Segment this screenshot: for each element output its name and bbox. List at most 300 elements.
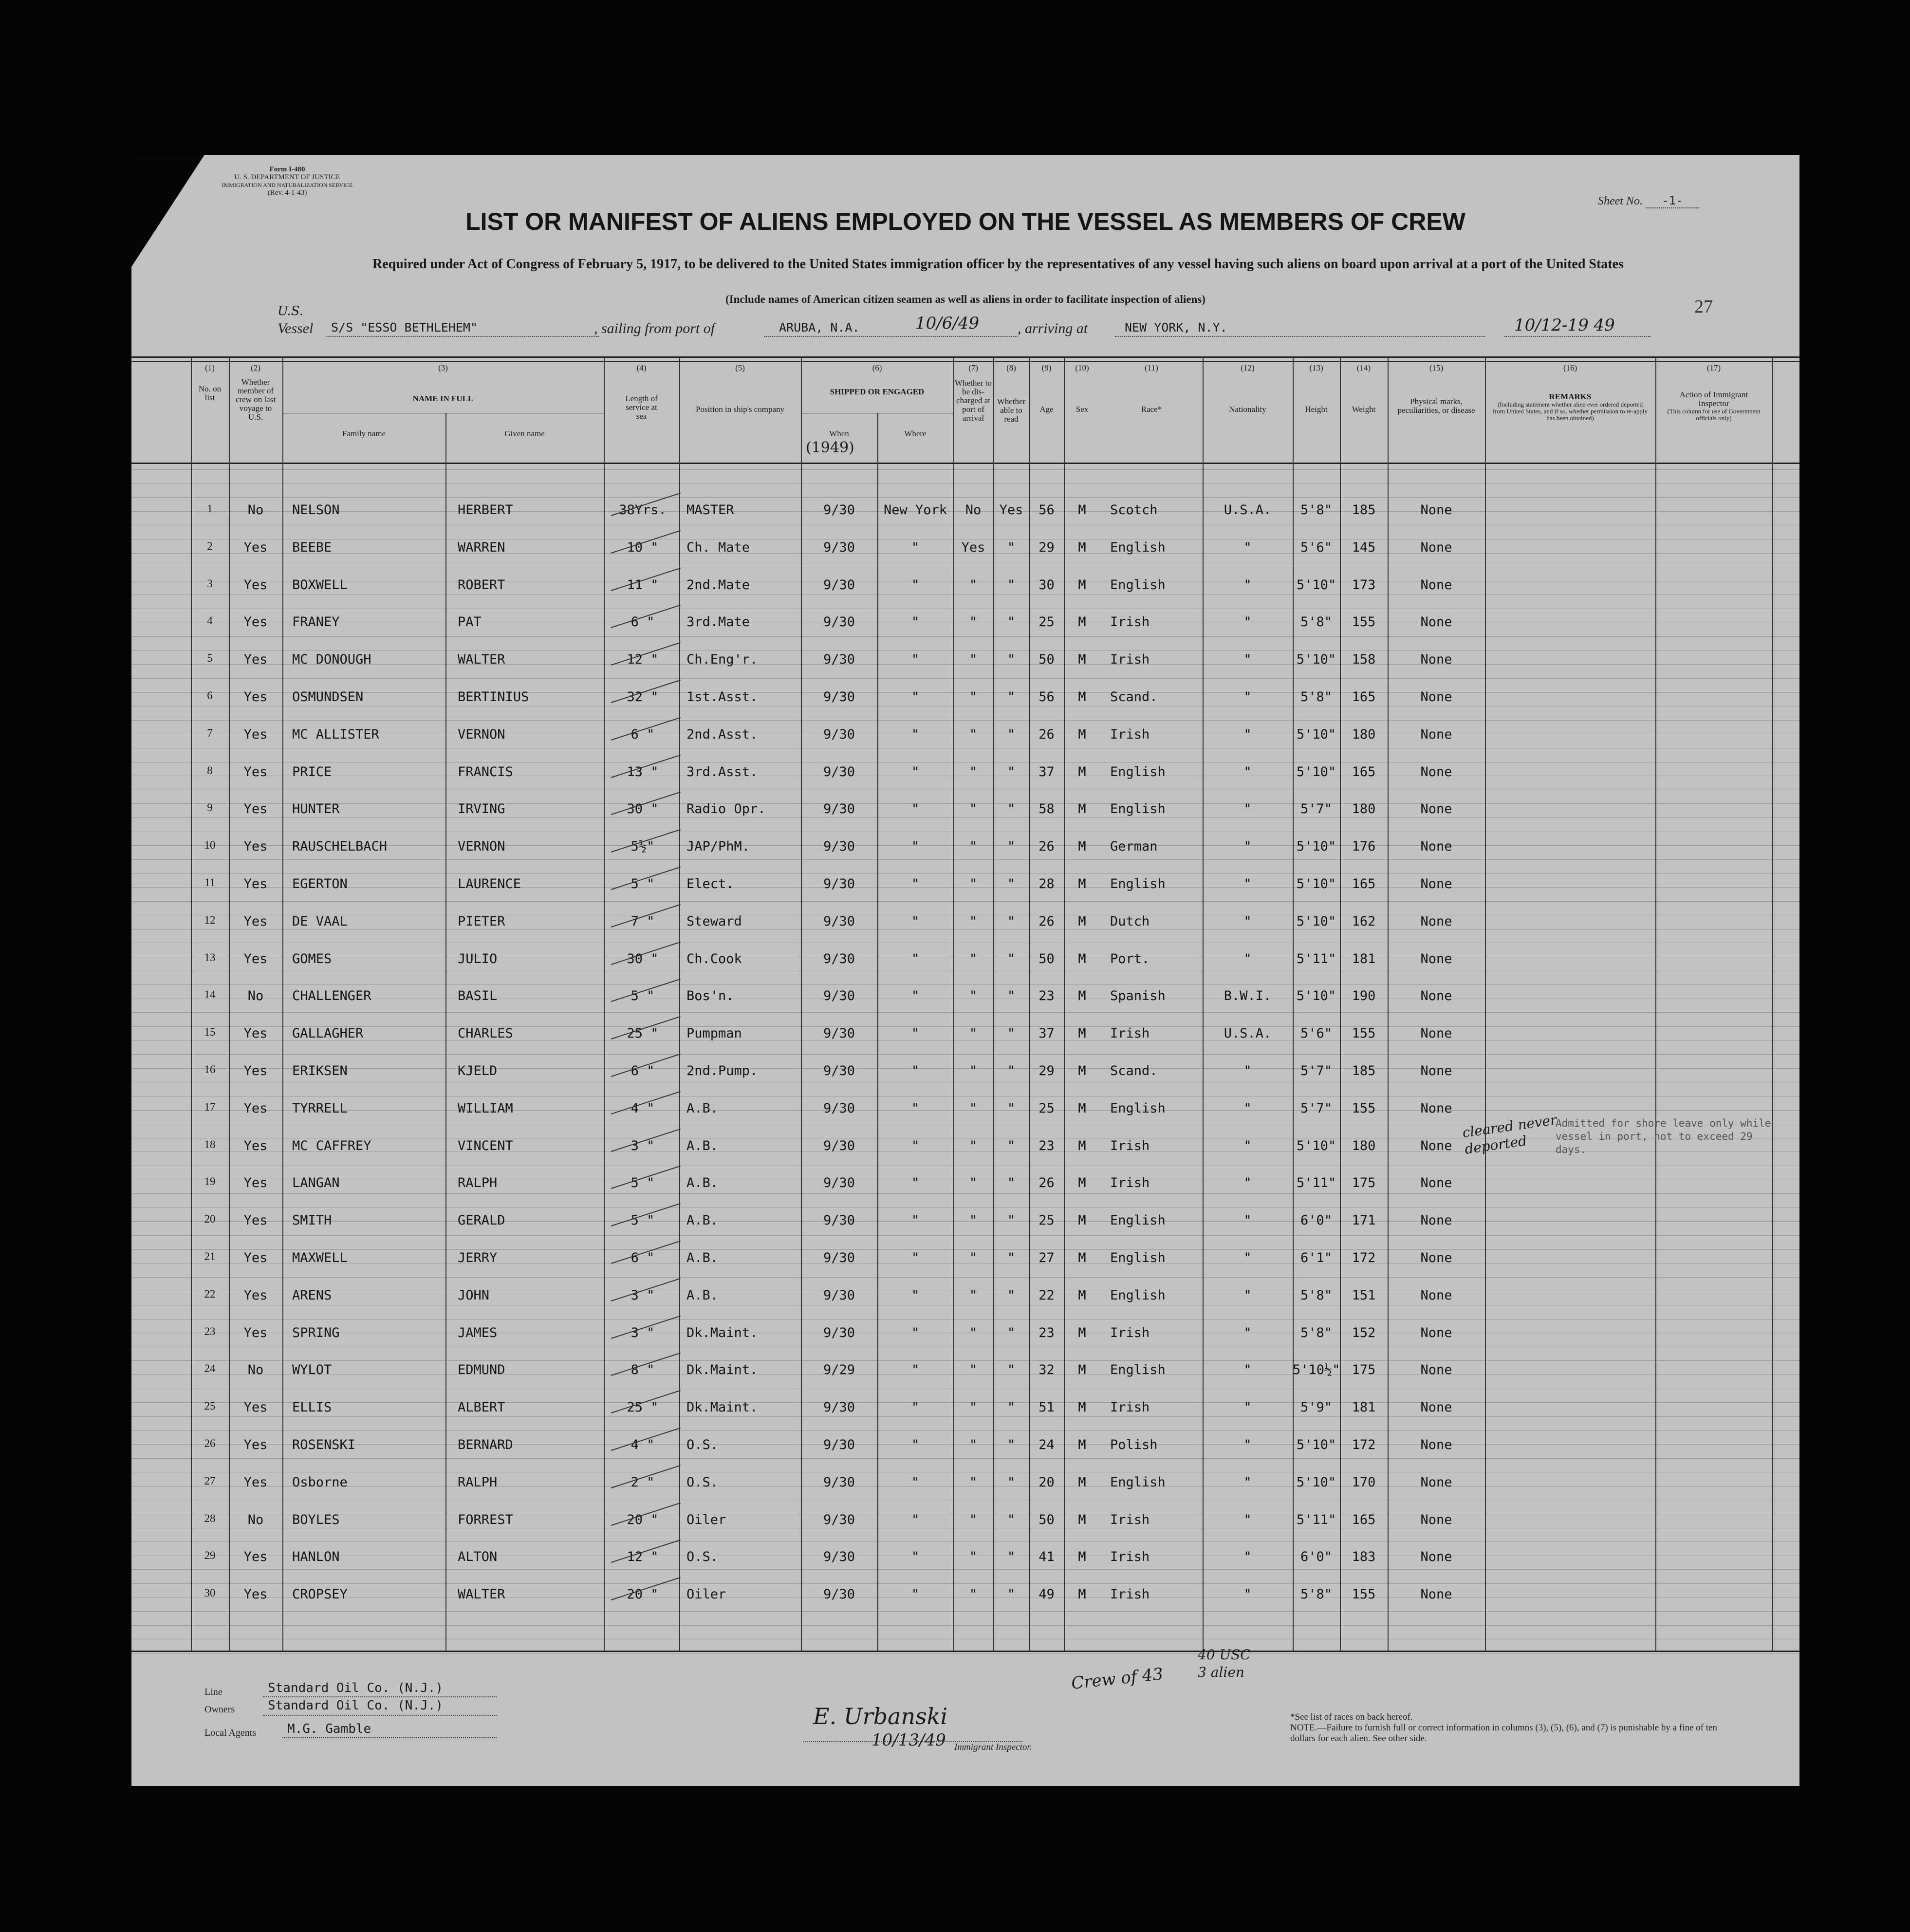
cell-given: BERTINIUS [458, 689, 529, 705]
cell-where: " [911, 689, 920, 705]
cell-nat: " [1243, 1138, 1252, 1153]
inspector-signature: E. Urbanski [813, 1703, 948, 1729]
cell-given: IRVING [458, 801, 505, 817]
cell-position: Bos'n. [686, 988, 734, 1004]
cell-race: Scand. [1110, 689, 1158, 705]
cell-position: Radio Opr. [686, 801, 766, 817]
cell-last: Yes [243, 1587, 268, 1602]
table-row [131, 1393, 1799, 1430]
cell-family: BEEBE [292, 539, 332, 555]
cell-given: WALTER [458, 652, 505, 668]
col-label: Physical marks, peculiarities, or disease [1397, 397, 1475, 415]
cell-disch: " [969, 1474, 978, 1490]
cell-race: Irish [1110, 1026, 1150, 1041]
cell-weight: 152 [1352, 1325, 1376, 1340]
cell-sex: M [1078, 764, 1086, 780]
cell-age: 56 [1038, 502, 1055, 518]
service-name: IMMIGRATION AND NATURALIZATION SERVICE [222, 182, 353, 188]
cell-age: 23 [1038, 1138, 1055, 1153]
agents-value: M.G. Gamble [287, 1722, 371, 1736]
cell-marks: None [1420, 1400, 1452, 1415]
cell-where: " [911, 1549, 920, 1565]
cell-given: ALBERT [458, 1400, 505, 1415]
vessel-name: S/S "ESSO BETHLEHEM" [331, 320, 478, 334]
table-top-rule-2 [131, 361, 1799, 362]
cell-disch: " [969, 1213, 978, 1228]
cell-age: 25 [1038, 1100, 1055, 1116]
cell-race: Irish [1110, 1325, 1150, 1340]
cell-age: 37 [1038, 764, 1055, 780]
cell-given: VINCENT [458, 1138, 513, 1153]
cell-where: " [911, 1437, 920, 1452]
table-row [131, 758, 1799, 795]
cell-weight: 155 [1352, 1587, 1376, 1602]
cell-weight: 181 [1352, 951, 1376, 966]
inspector-label: Immigrant Inspector. [954, 1742, 1032, 1752]
cell-service: 12 " [627, 652, 659, 668]
cell-last: Yes [243, 689, 268, 705]
cell-sex: M [1078, 1287, 1086, 1303]
cell-where: " [911, 1100, 920, 1116]
cell-service: 32 " [627, 689, 659, 705]
cell-position: A.B. [686, 1287, 719, 1303]
cell-service: 6 " [630, 1063, 655, 1078]
col-num: (3) [438, 363, 448, 372]
cell-weight: 172 [1352, 1250, 1376, 1265]
col-15-header [1388, 363, 1485, 415]
cell-read: " [1007, 1175, 1016, 1191]
manifest-sheet [131, 155, 1799, 1786]
cell-given: GERALD [458, 1213, 505, 1228]
cell-family: HUNTER [292, 801, 340, 817]
revision: (Rev. 4-1-43) [267, 189, 307, 197]
cell-marks: None [1420, 652, 1452, 668]
cell-sex: M [1078, 1063, 1086, 1078]
cell-family: TYRRELL [292, 1100, 348, 1116]
col-9-header [1029, 363, 1064, 414]
cell-sex: M [1078, 726, 1086, 742]
cell-last: Yes [243, 1474, 268, 1490]
cell-no: 1 [207, 502, 213, 515]
cell-service: 2 " [630, 1474, 655, 1490]
cell-given: ALTON [458, 1549, 498, 1565]
vessel-rule [326, 336, 599, 337]
cell-marks: None [1420, 1474, 1452, 1490]
cell-race: English [1110, 539, 1166, 555]
table-row [131, 720, 1799, 757]
cell-no: 12 [204, 913, 216, 926]
cell-age: 23 [1038, 1325, 1055, 1340]
cell-race: Irish [1110, 1138, 1150, 1153]
cell-race: English [1110, 1474, 1166, 1490]
cell-height: 5'7" [1300, 1063, 1333, 1078]
cell-race: Irish [1110, 1549, 1150, 1565]
cell-nat: " [1243, 1250, 1252, 1265]
cell-age: 26 [1038, 1175, 1055, 1191]
cell-when: 9/30 [823, 577, 855, 593]
cell-when: 9/30 [823, 652, 855, 668]
cell-where: " [911, 1400, 920, 1415]
port-rule [764, 336, 1018, 337]
col-num: (15) [1429, 363, 1444, 372]
cell-race: Irish [1110, 614, 1150, 630]
cell-nat: " [1243, 652, 1252, 668]
cell-disch: " [969, 614, 978, 630]
table-row [131, 1206, 1799, 1243]
cell-height: 5'10½" [1293, 1362, 1340, 1378]
cell-sex: M [1078, 577, 1086, 593]
table-row [131, 870, 1799, 907]
cell-no: 8 [207, 764, 213, 777]
cell-position: 1st.Asst. [686, 689, 758, 705]
cell-where: " [911, 764, 920, 780]
cell-no: 4 [207, 614, 213, 627]
col-label: Length of service at sea [625, 394, 658, 421]
col-2-header [229, 363, 282, 422]
cell-given: JERRY [458, 1250, 498, 1265]
cell-disch: " [969, 951, 978, 966]
cell-given: WALTER [458, 1587, 505, 1602]
cell-nat: " [1243, 1175, 1252, 1191]
cell-marks: None [1420, 1175, 1452, 1191]
line-label: Line [204, 1687, 223, 1697]
cell-nat: " [1243, 801, 1252, 817]
cell-service: 6 " [630, 726, 655, 742]
col-6-header [801, 363, 953, 396]
col-label: Sex [1076, 405, 1089, 414]
cell-weight: 185 [1352, 502, 1376, 518]
sheet-number [1598, 194, 1699, 208]
cell-position: A.B. [686, 1100, 719, 1116]
cell-marks: None [1420, 1138, 1452, 1153]
cell-given: JOHN [458, 1287, 490, 1303]
cell-family: GALLAGHER [292, 1026, 364, 1041]
cell-where: " [911, 951, 920, 966]
cell-when: 9/30 [823, 1250, 855, 1265]
cell-marks: None [1420, 1437, 1452, 1452]
cell-age: 56 [1038, 689, 1055, 705]
col-1-header [191, 363, 229, 402]
col-16-header [1485, 363, 1655, 422]
cell-position: MASTER [686, 502, 734, 518]
cell-where: " [911, 1213, 920, 1228]
cell-sex: M [1078, 1400, 1086, 1415]
cell-marks: None [1420, 1362, 1452, 1378]
cell-nat: " [1243, 614, 1252, 630]
cell-disch: " [969, 726, 978, 742]
cell-nat: " [1243, 577, 1252, 593]
cell-service: 38Yrs. [619, 502, 667, 518]
line-value: Standard Oil Co. (N.J.) [268, 1681, 444, 1695]
table-row [131, 1505, 1799, 1542]
cell-family: SPRING [292, 1325, 340, 1340]
cell-read: " [1007, 801, 1016, 817]
cell-height: 5'9" [1300, 1400, 1333, 1415]
cell-disch: " [969, 1549, 978, 1565]
col-label: Action of Immigrant Inspector [1679, 390, 1748, 408]
cell-sex: M [1078, 913, 1086, 929]
cell-weight: 165 [1352, 689, 1376, 705]
cell-race: Irish [1110, 1587, 1150, 1602]
cell-position: 3rd.Asst. [686, 764, 758, 780]
cell-family: LANGAN [292, 1175, 340, 1191]
cell-family: MC CAFFREY [292, 1138, 371, 1153]
sailing-date: 10/6/49 [915, 314, 980, 333]
cell-service: 20 " [627, 1587, 659, 1602]
cell-last: Yes [243, 876, 268, 892]
remarks-handwritten: cleared never deported [1461, 1112, 1558, 1157]
cell-family: FRANEY [292, 614, 340, 630]
cell-no: 17 [204, 1100, 216, 1113]
cell-marks: None [1420, 1549, 1452, 1565]
ruled-line [131, 469, 1799, 470]
cell-given: PAT [458, 614, 482, 630]
col-label: Age [1039, 405, 1054, 414]
cell-last: Yes [243, 1287, 268, 1303]
cell-given: VERNON [458, 839, 505, 855]
cell-nat: U.S.A. [1224, 502, 1272, 518]
cell-weight: 176 [1352, 839, 1376, 855]
cell-disch: " [969, 764, 978, 780]
cell-where: " [911, 1063, 920, 1078]
cell-given: VERNON [458, 726, 505, 742]
cell-position: JAP/PhM. [686, 839, 750, 855]
cell-given: CHARLES [458, 1026, 513, 1041]
cell-marks: None [1420, 801, 1452, 817]
cell-where: " [911, 801, 920, 817]
cell-disch: " [969, 1325, 978, 1340]
cell-disch: " [969, 1250, 978, 1265]
cell-no: 30 [204, 1587, 216, 1599]
cell-no: 18 [204, 1138, 216, 1151]
cell-disch: " [969, 1026, 978, 1041]
cell-given: RALPH [458, 1474, 498, 1490]
cell-read: " [1007, 1400, 1016, 1415]
cell-when: 9/30 [823, 876, 855, 892]
cell-marks: None [1420, 951, 1452, 966]
cell-family: ELLIS [292, 1400, 332, 1415]
cell-sex: M [1078, 876, 1086, 892]
cell-weight: 183 [1352, 1549, 1376, 1565]
owners-value: Standard Oil Co. (N.J.) [268, 1698, 444, 1713]
table-row [131, 832, 1799, 869]
cell-where: " [911, 1587, 920, 1602]
cell-position: 2nd.Asst. [686, 726, 758, 742]
cell-given: BASIL [458, 988, 498, 1004]
cell-service: 5 " [630, 988, 655, 1004]
cell-read: " [1007, 726, 1016, 742]
races-note: *See list of races on back hereof. [1290, 1712, 1413, 1722]
cell-read: " [1007, 1474, 1016, 1490]
col-label: SHIPPED OR ENGAGED [830, 387, 925, 396]
cell-height: 5'8" [1300, 689, 1333, 705]
cell-no: 13 [204, 951, 216, 964]
cell-height: 6'0" [1300, 1213, 1333, 1228]
cell-age: 29 [1038, 539, 1055, 555]
cell-last: Yes [243, 1437, 268, 1452]
cell-disch: " [969, 1400, 978, 1415]
crew-table [131, 356, 1799, 1651]
cell-race: Irish [1110, 652, 1150, 668]
cell-age: 32 [1038, 1362, 1055, 1378]
table-bottom-rule [131, 1651, 1799, 1652]
cell-marks: None [1420, 913, 1452, 929]
cell-given: LAURENCE [458, 876, 521, 892]
cell-read: " [1007, 577, 1016, 593]
cell-last: Yes [243, 1400, 268, 1415]
cell-family: ROSENSKI [292, 1437, 356, 1452]
sheet-label: Sheet No. [1598, 195, 1643, 207]
cell-given: JULIO [458, 951, 498, 966]
cell-height: 5'10" [1296, 726, 1336, 742]
cell-when: 9/30 [823, 689, 855, 705]
cell-position: Oiler [686, 1512, 726, 1527]
cell-service: 5½" [630, 839, 655, 855]
cell-height: 5'8" [1300, 614, 1333, 630]
cell-age: 51 [1038, 1400, 1055, 1415]
cell-race: Irish [1110, 726, 1150, 742]
cell-last: Yes [243, 1250, 268, 1265]
cell-where: " [911, 539, 920, 555]
cell-no: 16 [204, 1063, 216, 1076]
col-label: REMARKS [1549, 392, 1592, 401]
cell-height: 5'8" [1300, 502, 1333, 518]
family-name-header: Family name [342, 429, 386, 438]
cell-last: Yes [243, 726, 268, 742]
cell-nat: U.S.A. [1224, 1026, 1272, 1041]
vessel-handwritten: U.S. [278, 304, 303, 318]
cell-where: " [911, 1325, 920, 1340]
cell-sex: M [1078, 839, 1086, 855]
cell-no: 11 [204, 876, 216, 889]
cell-when: 9/30 [823, 839, 855, 855]
cell-when: 9/30 [823, 1138, 855, 1153]
cell-height: 5'6" [1300, 1026, 1333, 1041]
cell-where: " [911, 1474, 920, 1490]
cell-disch: " [969, 876, 978, 892]
cell-height: 6'0" [1300, 1549, 1333, 1565]
cell-when: 9/30 [823, 951, 855, 966]
cell-sex: M [1078, 1100, 1086, 1116]
cell-height: 5'10" [1296, 652, 1336, 668]
cell-nat: " [1243, 839, 1252, 855]
cell-where: " [911, 652, 920, 668]
cell-when: 9/30 [823, 1400, 855, 1415]
cell-sex: M [1078, 801, 1086, 817]
cell-read: " [1007, 689, 1016, 705]
cell-race: English [1110, 1287, 1166, 1303]
cell-position: Ch.Eng'r. [686, 652, 758, 668]
agents-rule [282, 1737, 497, 1738]
cell-weight: 162 [1352, 913, 1376, 929]
cell-sex: M [1078, 502, 1086, 518]
col-13-header [1293, 363, 1340, 414]
cell-age: 27 [1038, 1250, 1055, 1265]
shipped-year: (1949) [806, 439, 854, 456]
cell-position: Ch. Mate [686, 539, 750, 555]
cell-age: 26 [1038, 913, 1055, 929]
cell-last: Yes [243, 913, 268, 929]
cell-sex: M [1078, 1362, 1086, 1378]
cell-position: Dk.Maint. [686, 1400, 758, 1415]
cell-read: " [1007, 1250, 1016, 1265]
cell-position: A.B. [686, 1213, 719, 1228]
col-num: (8) [1006, 363, 1016, 372]
cell-when: 9/30 [823, 1100, 855, 1116]
table-row [131, 982, 1799, 1019]
cell-where: " [911, 614, 920, 630]
cell-when: 9/30 [823, 988, 855, 1004]
cell-family: SMITH [292, 1213, 332, 1228]
cell-height: 5'11" [1296, 1512, 1336, 1527]
cell-last: Yes [243, 801, 268, 817]
cell-given: WILLIAM [458, 1100, 513, 1116]
cell-no: 29 [204, 1549, 216, 1562]
cell-weight: 185 [1352, 1063, 1376, 1078]
cell-weight: 190 [1352, 988, 1376, 1004]
cell-service: 6 " [630, 614, 655, 630]
cell-height: 5'7" [1300, 801, 1333, 817]
table-row [131, 1244, 1799, 1281]
cell-family: EGERTON [292, 876, 348, 892]
cell-family: CROPSEY [292, 1587, 348, 1602]
cell-read: " [1007, 652, 1016, 668]
cell-marks: None [1420, 1026, 1452, 1041]
cell-disch: " [969, 1512, 978, 1527]
cell-nat: " [1243, 1287, 1252, 1303]
cell-when: 9/30 [823, 1474, 855, 1490]
line-rule [263, 1696, 497, 1697]
port-from: ARUBA, N.A. [779, 320, 860, 334]
cell-marks: None [1420, 1512, 1452, 1527]
cell-position: Oiler [686, 1587, 726, 1602]
cell-position: 2nd.Pump. [686, 1063, 758, 1078]
cell-nat: " [1243, 689, 1252, 705]
cell-where: " [911, 839, 920, 855]
cell-given: FRANCIS [458, 764, 513, 780]
cell-position: 3rd.Mate [686, 614, 750, 630]
cell-when: 9/30 [823, 1213, 855, 1228]
col-num: (13) [1309, 363, 1323, 372]
cell-no: 22 [204, 1287, 216, 1300]
cell-given: JAMES [458, 1325, 498, 1340]
cell-sex: M [1078, 1213, 1086, 1228]
cell-weight: 151 [1352, 1287, 1376, 1303]
cell-no: 23 [204, 1325, 216, 1338]
cell-given: EDMUND [458, 1362, 505, 1378]
cell-weight: 155 [1352, 1026, 1376, 1041]
ruled-line [131, 1625, 1799, 1626]
cell-when: 9/30 [823, 1587, 855, 1602]
cell-age: 26 [1038, 839, 1055, 855]
cell-height: 5'10" [1296, 577, 1336, 593]
cell-where: " [911, 876, 920, 892]
cell-race: Polish [1110, 1437, 1158, 1452]
cell-nat: " [1243, 1587, 1252, 1602]
col-label: Height [1305, 405, 1328, 414]
shipped-when-header: When [829, 429, 849, 438]
cell-height: 5'10" [1296, 913, 1336, 929]
table-row [131, 1356, 1799, 1393]
cell-family: BOXWELL [292, 577, 348, 593]
cell-no: 9 [207, 801, 213, 814]
cell-disch: " [969, 1138, 978, 1153]
cell-height: 5'10" [1296, 1437, 1336, 1452]
table-row [131, 1319, 1799, 1356]
cell-last: Yes [243, 1549, 268, 1565]
cell-position: Pumpman [686, 1026, 742, 1041]
cell-no: 26 [204, 1437, 216, 1449]
